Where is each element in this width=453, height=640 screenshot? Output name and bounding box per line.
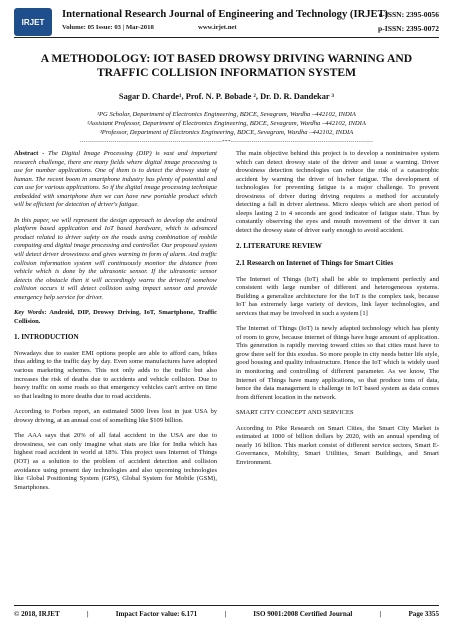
intro-paragraph-2: According to Forbes report, an estimated 5000 lives lost in just USA by drowsy driving, at an annual cost of something like $109 billion.: [14, 408, 217, 424]
footer-separator: |: [379, 610, 382, 618]
left-column: [14, 150, 217, 499]
abstract-paragraph-2: In this paper, we will represent the design approach to develop the android platform based application and IoT based hardware, which is advanced product related to driver safety on the roads using combination of mobile computing and digital image processing and controller. Our proposed system will detect driver drowsiness and gives warning in form of alarm. And traffic collision information system will continuously monitor the distance from vehicle which is done by the ultrasonic sensor. If the ultrasonic sensor detects the obstacle then it will accordingly warns the driver.If somehow collision occurs it will detect collision using impact sensor and provide emergency help service for driver.: [14, 216, 217, 301]
section-separator: ---------------------------------------------------------------------***---------------------------------------------------------------------: [79, 140, 374, 145]
affiliation-1: ¹PG Scholar, Department of Electronics Engineering, BDCE, Sevagram, Wardha –442102, INDIA: [97, 111, 356, 118]
journal-name: International Research Journal of Engineering and Technology (IRJET): [62, 9, 389, 20]
title-line-2: TRAFFIC COLLISION INFORMATION SYSTEM: [96, 66, 357, 79]
iso-certification: ISO 9001:2008 Certified Journal: [253, 610, 353, 618]
introduction-heading: 1. INTRODUCTION: [14, 333, 79, 342]
paper-title: [20, 52, 433, 80]
intro-paragraph-3: The AAA says that 20% of all fatal accident in the USA are due to drowsiness, we can only imagine what stats are like for India which has highest road accident in world at 18%. This project uses Internet of Things (IOT) as a solution to the problem of accident detection and collision avoidance using present day technologies and also upcoming technologies like Global Positioning System (GPS), Global System for Mobile (GSM), Smartphones.: [14, 432, 217, 491]
iot-paragraph-1: The Internet of Things (IoT) shall be able to implement perfectly and consistent with large number of different and heterogeneous systems. Building a generalize architecture for the IoT is the complex task, because IoT has extremely large variety of devices, link layer technologies, and services that may be involved in such a system [1]: [236, 275, 439, 317]
impact-factor: Impact Factor value: 6.171: [115, 610, 198, 618]
iot-paragraph-2: The Internet of Things (IoT) is newly adapted technology which has plenty of room to grow, because internet of things have huge amount of application. This generation is rapidly moving toward cities so that cities must have to grow there self for this exodus. So more people in city needs better life style, good housing and quality infrastructure. Hence the IoT which is widely used in monitoring and controlling of different parameter. As we know, The Internet of Things have many applications, so that produce tons of data, hence the data management is challenge in IoT based system as data comes from different location in the network.: [236, 325, 439, 401]
pissn: p-ISSN: 2395-0072: [378, 24, 439, 33]
abstract-text-1: The Digital Image Processing (DIP) is vast and important research challenge, there are many fields where digital image processing is use for number applications. One of them is to detect the drowsy state of human. The recent boom in smartphone industry has plenty of potential and can use for various applications. So if the digital image processing technique embedded with smartphone then we can have new portable product which will be efficient for detection of driver's fatigue.: [14, 150, 217, 209]
smart-city-paragraph: According to Pike Research on Smart Cities, the Smart City Market is estimated at 1000 of billion dollars by 2020, with an annual spending of nearly 16 billion. This market consist of different service sectors, Smart E-Governance, Mobility, Smart Utilities, Smart Buildings, and Smart Environment.: [236, 424, 439, 466]
abstract-paragraph-1: [14, 150, 217, 210]
keywords: [14, 309, 217, 326]
copyright: © 2018, IRJET: [14, 610, 60, 618]
page-number: Page 3355: [408, 610, 439, 618]
literature-review-heading: 2. LITERATURE REVIEW: [236, 242, 322, 251]
affiliation-3: ³Professor, Department of Electronics Engineering, BDCE, Sevagram, Wardha –442102, INDIA: [99, 129, 354, 136]
footer-separator: |: [86, 610, 89, 618]
journal-url[interactable]: www.irjet.net: [198, 24, 237, 31]
objective-paragraph: The main objective behind this project is to develop a nonintrusive system which can detect drowsy state of the driver and issue a warning. Driver drowsiness detection technologies can reduce the risk of a catastrophic accident by warning the driver of his/her fatigue. The development of technologies for preventing fatigue is a major challenge. To prevent drowsiness of driver during driving requires a method for accurately detecting a fall in driver alertness. Micro sleeps which are short period of sleeps lasting 2 to 4 seconds are good indicator of fatigue state. Thus by constantly observing the eyes and mouth movement of the driver it can detect the drowsy state of driver early enough to avoid accident.: [236, 150, 439, 234]
footer-rule: [14, 605, 439, 606]
volume-issue: Volume: 05 Issue: 03 | Mar-2018: [62, 24, 154, 31]
eissn: e-ISSN: 2395-0056: [378, 10, 439, 19]
page-footer: [14, 610, 439, 618]
footer-separator: |: [224, 610, 227, 618]
right-column: [236, 150, 439, 475]
journal-header: [14, 6, 439, 46]
affiliation-2: ²Assistant Professor, Department of Electronics Engineering, BDCE, Sevagram, Wardha –442102, INDIA: [87, 120, 366, 127]
keywords-text: : Android, DIP, Drowsy Driving, IoT, Smartphone, Traffic Collision.: [14, 309, 217, 325]
authors: Sagar D. Charde¹, Prof. N. P. Bobade ², Dr. D. R. Dandekar ³: [118, 92, 335, 101]
logo-text: IRJET: [21, 17, 45, 27]
subsection-heading: 2.1 Research on Internet of Things for Smart Cities: [236, 259, 394, 268]
smart-city-heading: SMART CITY CONCEPT AND SERVICES: [236, 409, 354, 417]
intro-paragraph-1: Nowadays due to easier EMI options people are able to afford cars, bikes thus adding to the traffic day by day. Even some manufactures have adopted various marketing schemes. This not only adds to the traffic but also increases the risk of deaths due to accidents and vehicle collision. Due to heavy traffic on some roads so that emergency vehicles can't arrive on time so that leading to more deaths due to road accidents.: [14, 349, 217, 400]
journal-logo: [14, 8, 52, 36]
header-rule: [14, 37, 439, 38]
title-line-1: A METHODOLOGY: IOT BASED DROWSY DRIVING WARNING AND: [40, 52, 413, 65]
abstract-label: Abstract -: [14, 150, 45, 157]
keywords-label: Key Words: [14, 309, 45, 317]
